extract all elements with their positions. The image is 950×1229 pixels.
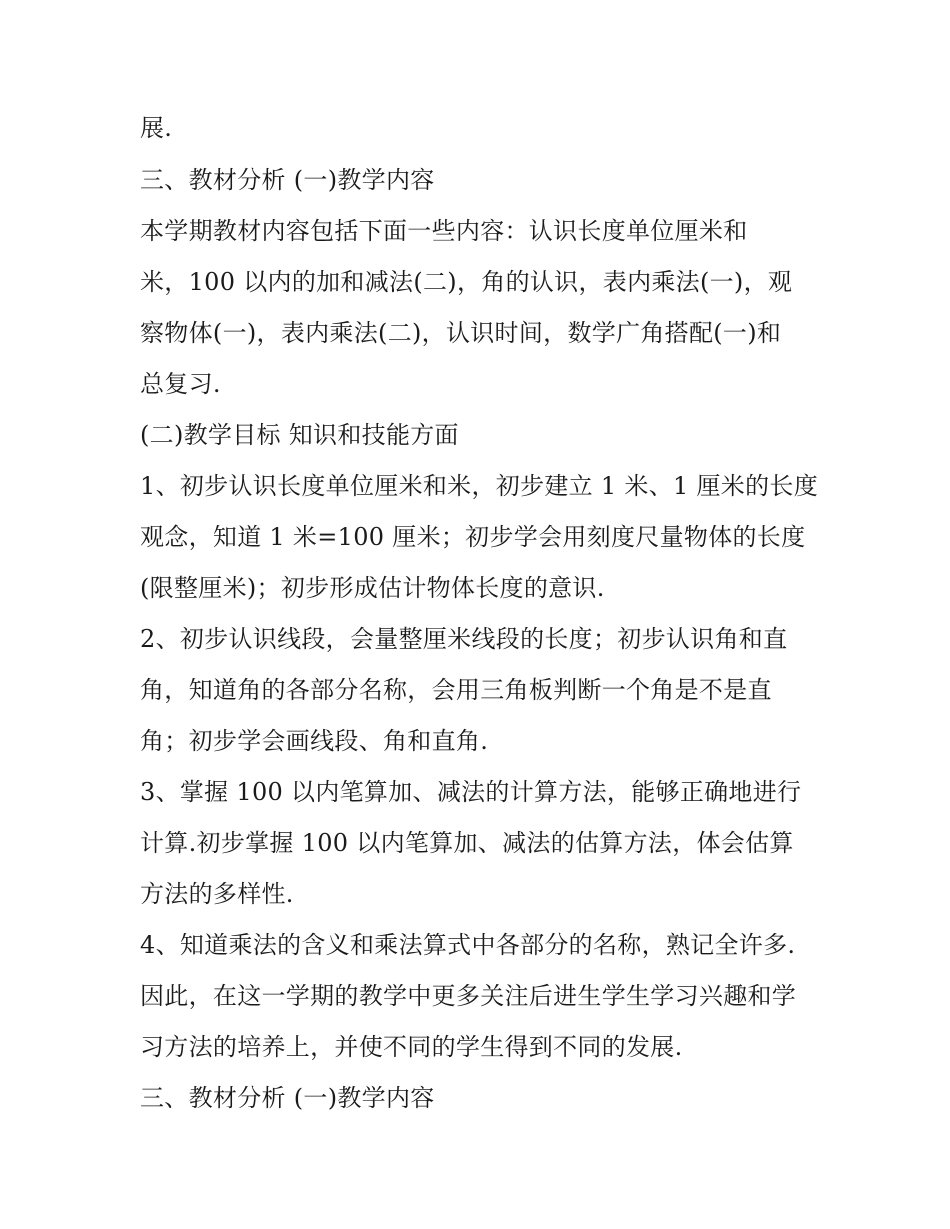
- subsection-heading: (二)教学目标 知识和技能方面: [140, 421, 459, 449]
- text-line: 因此，在这一学期的教学中更多关注后进生学生学习兴趣和学: [140, 982, 797, 1010]
- text-line: 观念，知道 1 米=100 厘米；初步学会用刻度尺量物体的长度: [140, 523, 806, 551]
- text-line: 角，知道角的各部分名称，会用三角板判断一个角是不是直: [140, 676, 772, 704]
- text-line: 1、初步认识长度单位厘米和米，初步建立 1 米、1 厘米的长度: [140, 472, 818, 500]
- text-line: 3、掌握 100 以内笔算加、减法的计算方法，能够正确地进行: [140, 778, 802, 806]
- text-line: 展.: [140, 114, 173, 142]
- text-line: 4、知道乘法的含义和乘法算式中各部分的名称，熟记全许多.: [140, 931, 796, 959]
- text-line: 方法的多样性.: [140, 880, 294, 908]
- text-line: 习方法的培养上，并使不同的学生得到不同的发展.: [140, 1033, 683, 1061]
- section-heading: 三、教材分析 (一)教学内容: [140, 166, 435, 194]
- text-line: 角；初步学会画线段、角和直角.: [140, 727, 489, 755]
- text-line: 总复习.: [140, 370, 221, 398]
- text-line: 计算.初步掌握 100 以内笔算加、减法的估算方法，体会估算: [140, 829, 794, 857]
- text-line: 本学期教材内容包括下面一些内容：认识长度单位厘米和: [140, 217, 748, 245]
- text-line: 米，100 以内的加和减法(二)，角的认识，表内乘法(一)，观: [140, 268, 793, 296]
- section-heading: 三、教材分析 (一)教学内容: [140, 1084, 435, 1112]
- text-line: (限整厘米)；初步形成估计物体长度的意识.: [140, 574, 605, 602]
- text-line: 2、初步认识线段，会量整厘米线段的长度；初步认识角和直: [140, 625, 788, 653]
- text-line: 察物体(一)，表内乘法(二)，认识时间，数学广角搭配(一)和: [140, 319, 782, 347]
